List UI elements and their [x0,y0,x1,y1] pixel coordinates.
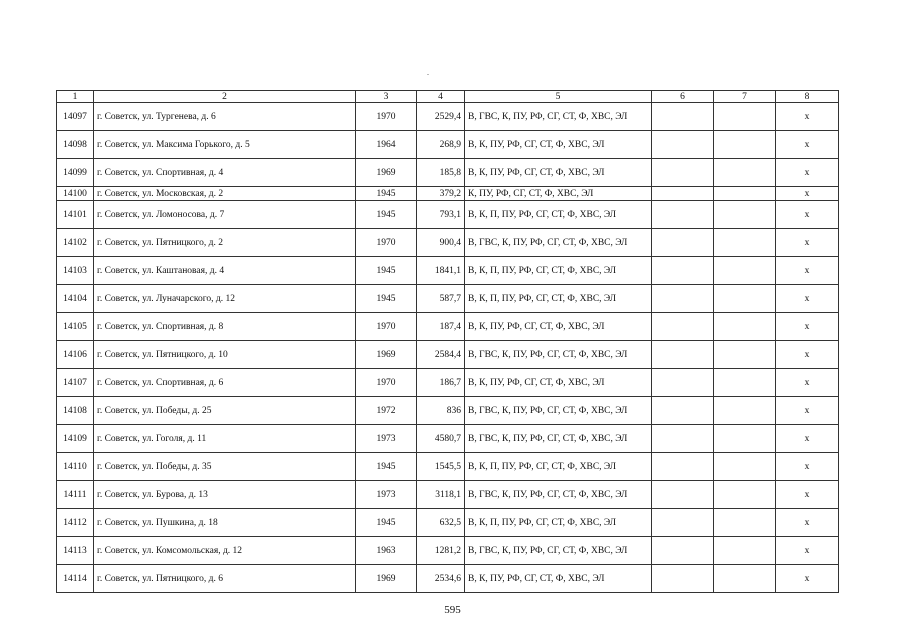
cell-address: г. Советск, ул. Пятницкого, д. 10 [94,341,356,369]
cell-address: г. Советск, ул. Комсомольская, д. 12 [94,537,356,565]
cell-area: 3118,1 [417,481,465,509]
cell-col-8: x [776,565,839,593]
cell-id: 14102 [57,229,94,257]
table-row [57,285,839,313]
cell-col-8: x [776,369,839,397]
cell-address: г. Советск, ул. Гоголя, д. 11 [94,425,356,453]
cell-col-8: x [776,257,839,285]
cell-area: 379,2 [417,187,465,201]
cell-col-7 [714,565,776,593]
cell-col-7 [714,201,776,229]
cell-address: г. Советск, ул. Максима Горького, д. 5 [94,131,356,159]
cell-col-7 [714,481,776,509]
cell-col-7 [714,341,776,369]
cell-address: г. Советск, ул. Спортивная, д. 4 [94,159,356,187]
cell-address: г. Советск, ул. Ломоносова, д. 7 [94,201,356,229]
table-row [57,187,839,201]
header-col-4: 4 [417,91,465,103]
cell-col-6 [652,103,714,131]
cell-area: 632,5 [417,509,465,537]
table-header-row [57,91,839,103]
cell-col-6 [652,285,714,313]
cell-col-6 [652,565,714,593]
table-row [57,369,839,397]
cell-year: 1970 [356,103,417,131]
cell-col-8: x [776,509,839,537]
cell-id: 14113 [57,537,94,565]
cell-address: г. Советск, ул. Победы, д. 35 [94,453,356,481]
cell-year: 1945 [356,285,417,313]
cell-area: 1841,1 [417,257,465,285]
cell-year: 1973 [356,481,417,509]
cell-col-7 [714,313,776,341]
cell-year: 1970 [356,369,417,397]
cell-col-8: x [776,285,839,313]
cell-col-7 [714,453,776,481]
cell-address: г. Советск, ул. Луначарского, д. 12 [94,285,356,313]
cell-col-8: x [776,341,839,369]
cell-id: 14106 [57,341,94,369]
cell-year: 1969 [356,159,417,187]
cell-col-7 [714,537,776,565]
table-row [57,397,839,425]
cell-year: 1969 [356,565,417,593]
cell-services: В, К, ПУ, РФ, СГ, СТ, Ф, ХВС, ЭЛ [465,131,652,159]
table-row [57,425,839,453]
cell-address: г. Советск, ул. Спортивная, д. 6 [94,369,356,397]
cell-year: 1945 [356,509,417,537]
cell-year: 1945 [356,201,417,229]
cell-services: В, К, П, ПУ, РФ, СГ, СТ, Ф, ХВС, ЭЛ [465,453,652,481]
cell-year: 1969 [356,341,417,369]
cell-col-8: x [776,481,839,509]
cell-col-6 [652,159,714,187]
cell-services: В, К, П, ПУ, РФ, СГ, СТ, Ф, ХВС, ЭЛ [465,201,652,229]
cell-services: В, К, ПУ, РФ, СГ, СТ, Ф, ХВС, ЭЛ [465,565,652,593]
table-row [57,537,839,565]
table-row [57,565,839,593]
cell-col-8: x [776,425,839,453]
cell-id: 14097 [57,103,94,131]
cell-col-8: x [776,537,839,565]
cell-address: г. Советск, ул. Тургенева, д. 6 [94,103,356,131]
cell-col-6 [652,509,714,537]
cell-col-6 [652,425,714,453]
cell-col-6 [652,187,714,201]
table-row [57,159,839,187]
cell-col-8: x [776,397,839,425]
cell-area: 187,4 [417,313,465,341]
cell-area: 900,4 [417,229,465,257]
cell-address: г. Советск, ул. Каштановая, д. 4 [94,257,356,285]
cell-services: В, К, П, ПУ, РФ, СГ, СТ, Ф, ХВС, ЭЛ [465,285,652,313]
cell-col-6 [652,453,714,481]
cell-col-6 [652,397,714,425]
cell-col-7 [714,397,776,425]
cell-id: 14108 [57,397,94,425]
cell-col-7 [714,131,776,159]
cell-col-8: x [776,103,839,131]
table-row [57,453,839,481]
cell-id: 14109 [57,425,94,453]
cell-id: 14103 [57,257,94,285]
cell-services: В, ГВС, К, ПУ, РФ, СГ, СТ, Ф, ХВС, ЭЛ [465,425,652,453]
cell-id: 14099 [57,159,94,187]
cell-col-8: x [776,453,839,481]
scan-speck [427,74,429,75]
cell-services: В, К, ПУ, РФ, СГ, СТ, Ф, ХВС, ЭЛ [465,369,652,397]
cell-year: 1945 [356,187,417,201]
table-row [57,509,839,537]
cell-id: 14104 [57,285,94,313]
cell-col-7 [714,369,776,397]
header-col-3: 3 [356,91,417,103]
cell-services: В, К, ПУ, РФ, СГ, СТ, Ф, ХВС, ЭЛ [465,159,652,187]
cell-id: 14105 [57,313,94,341]
cell-col-6 [652,341,714,369]
cell-year: 1970 [356,313,417,341]
header-col-8: 8 [776,91,839,103]
cell-col-6 [652,369,714,397]
header-col-6: 6 [652,91,714,103]
cell-area: 4580,7 [417,425,465,453]
cell-col-7 [714,103,776,131]
cell-col-6 [652,131,714,159]
cell-area: 268,9 [417,131,465,159]
cell-address: г. Советск, ул. Бурова, д. 13 [94,481,356,509]
cell-col-6 [652,229,714,257]
cell-area: 836 [417,397,465,425]
cell-col-8: x [776,159,839,187]
cell-area: 2529,4 [417,103,465,131]
cell-area: 793,1 [417,201,465,229]
table-row [57,131,839,159]
table-row [57,229,839,257]
cell-col-7 [714,285,776,313]
cell-col-8: x [776,201,839,229]
cell-col-7 [714,159,776,187]
cell-id: 14112 [57,509,94,537]
cell-year: 1964 [356,131,417,159]
cell-area: 587,7 [417,285,465,313]
cell-id: 14100 [57,187,94,201]
cell-col-6 [652,201,714,229]
cell-year: 1973 [356,425,417,453]
cell-address: г. Советск, ул. Пушкина, д. 18 [94,509,356,537]
cell-address: г. Советск, ул. Победы, д. 25 [94,397,356,425]
cell-col-6 [652,481,714,509]
cell-id: 14107 [57,369,94,397]
header-col-2: 2 [94,91,356,103]
header-col-1: 1 [57,91,94,103]
cell-col-6 [652,257,714,285]
cell-year: 1972 [356,397,417,425]
cell-col-7 [714,425,776,453]
cell-col-8: x [776,187,839,201]
cell-services: В, К, ПУ, РФ, СГ, СТ, Ф, ХВС, ЭЛ [465,313,652,341]
cell-col-6 [652,313,714,341]
cell-services: В, К, П, ПУ, РФ, СГ, СТ, Ф, ХВС, ЭЛ [465,509,652,537]
cell-address: г. Советск, ул. Пятницкого, д. 6 [94,565,356,593]
table-row [57,341,839,369]
cell-area: 2534,6 [417,565,465,593]
table-row [57,313,839,341]
cell-col-7 [714,187,776,201]
cell-services: В, ГВС, К, ПУ, РФ, СГ, СТ, Ф, ХВС, ЭЛ [465,341,652,369]
cell-col-7 [714,509,776,537]
table-row [57,103,839,131]
cell-id: 14111 [57,481,94,509]
cell-col-8: x [776,229,839,257]
cell-services: В, ГВС, К, ПУ, РФ, СГ, СТ, Ф, ХВС, ЭЛ [465,229,652,257]
table-row [57,257,839,285]
cell-services: В, ГВС, К, ПУ, РФ, СГ, СТ, Ф, ХВС, ЭЛ [465,103,652,131]
cell-services: В, ГВС, К, ПУ, РФ, СГ, СТ, Ф, ХВС, ЭЛ [465,397,652,425]
cell-year: 1963 [356,537,417,565]
cell-col-7 [714,257,776,285]
cell-services: К, ПУ, РФ, СГ, СТ, Ф, ХВС, ЭЛ [465,187,652,201]
cell-id: 14101 [57,201,94,229]
cell-id: 14114 [57,565,94,593]
table-row [57,481,839,509]
cell-id: 14110 [57,453,94,481]
cell-area: 186,7 [417,369,465,397]
cell-area: 1281,2 [417,537,465,565]
table-row [57,201,839,229]
cell-address: г. Советск, ул. Спортивная, д. 8 [94,313,356,341]
cell-area: 2584,4 [417,341,465,369]
cell-col-7 [714,229,776,257]
header-col-5: 5 [465,91,652,103]
cell-services: В, ГВС, К, ПУ, РФ, СГ, СТ, Ф, ХВС, ЭЛ [465,537,652,565]
cell-col-8: x [776,131,839,159]
cell-area: 185,8 [417,159,465,187]
cell-address: г. Советск, ул. Московская, д. 2 [94,187,356,201]
cell-services: В, ГВС, К, ПУ, РФ, СГ, СТ, Ф, ХВС, ЭЛ [465,481,652,509]
cell-id: 14098 [57,131,94,159]
cell-year: 1970 [356,229,417,257]
cell-year: 1945 [356,453,417,481]
cell-col-6 [652,537,714,565]
cell-services: В, К, П, ПУ, РФ, СГ, СТ, Ф, ХВС, ЭЛ [465,257,652,285]
page-number: 595 [444,604,461,616]
cell-address: г. Советск, ул. Пятницкого, д. 2 [94,229,356,257]
cell-year: 1945 [356,257,417,285]
housing-register-table [56,90,839,593]
header-col-7: 7 [714,91,776,103]
cell-area: 1545,5 [417,453,465,481]
cell-col-8: x [776,313,839,341]
